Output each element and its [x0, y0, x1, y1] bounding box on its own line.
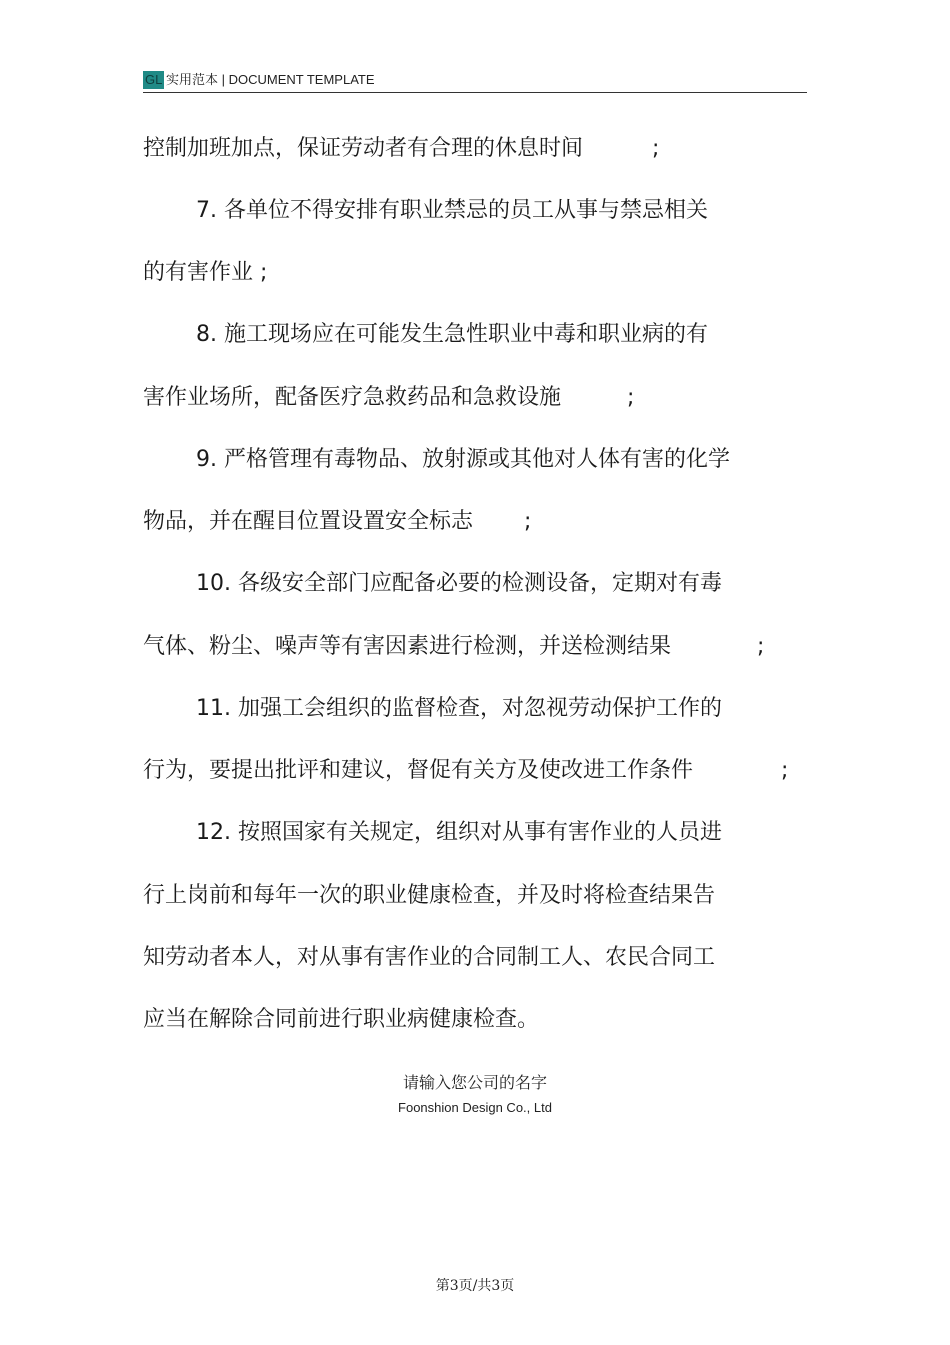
document-header	[143, 70, 807, 93]
gl-logo: GL	[145, 72, 163, 87]
body-line: 害作业场所，配备医疗急救药品和急救设施	[143, 385, 562, 410]
body-line: 10. 各级安全部门应配备必要的检测设备，定期对有毒	[196, 571, 722, 596]
company-name-cn: 请输入您公司的名字	[402, 1073, 547, 1092]
body-line: 应当在解除合同前进行职业病健康检查。	[143, 1007, 540, 1032]
semicolon: ;	[757, 634, 765, 659]
body-line: 物品，并在醒目位置设置安全标志	[143, 509, 474, 534]
semicolon: ;	[652, 136, 660, 161]
body-line: 11. 加强工会组织的监督检查，对忽视劳动保护工作的	[196, 696, 722, 721]
body-line: 行为，要提出批评和建议，督促有关方及使改进工作条件	[143, 758, 694, 783]
semicolon: ;	[524, 509, 532, 534]
semicolon: ;	[781, 758, 789, 783]
semicolon: ;	[627, 385, 635, 410]
body-line: 9. 严格管理有毒物品、放射源或其他对人体有害的化学	[196, 447, 730, 472]
body-line: 控制加班加点，保证劳动者有合理的休息时间	[143, 136, 584, 161]
body-line: 7. 各单位不得安排有职业禁忌的员工从事与禁忌相关	[196, 198, 708, 223]
body-line: 知劳动者本人，对从事有害作业的合同制工人、农民合同工	[143, 945, 716, 970]
body-line: 8. 施工现场应在可能发生急性职业中毒和职业病的有	[196, 322, 708, 347]
body-line: 12. 按照国家有关规定，组织对从事有害作业的人员进	[196, 820, 722, 845]
company-name-en: Foonshion Design Co., Ltd	[398, 1100, 552, 1115]
body-line: 的有害作业 ;	[143, 260, 268, 285]
header-title: 实用范本 | DOCUMENT TEMPLATE	[166, 72, 375, 87]
page-number: 第3页/共3页	[435, 1278, 515, 1294]
body-line: 行上岗前和每年一次的职业健康检查，并及时将检查结果告	[143, 883, 716, 908]
body-line: 气体、粉尘、噪声等有害因素进行检测，并送检测结果	[143, 634, 672, 659]
